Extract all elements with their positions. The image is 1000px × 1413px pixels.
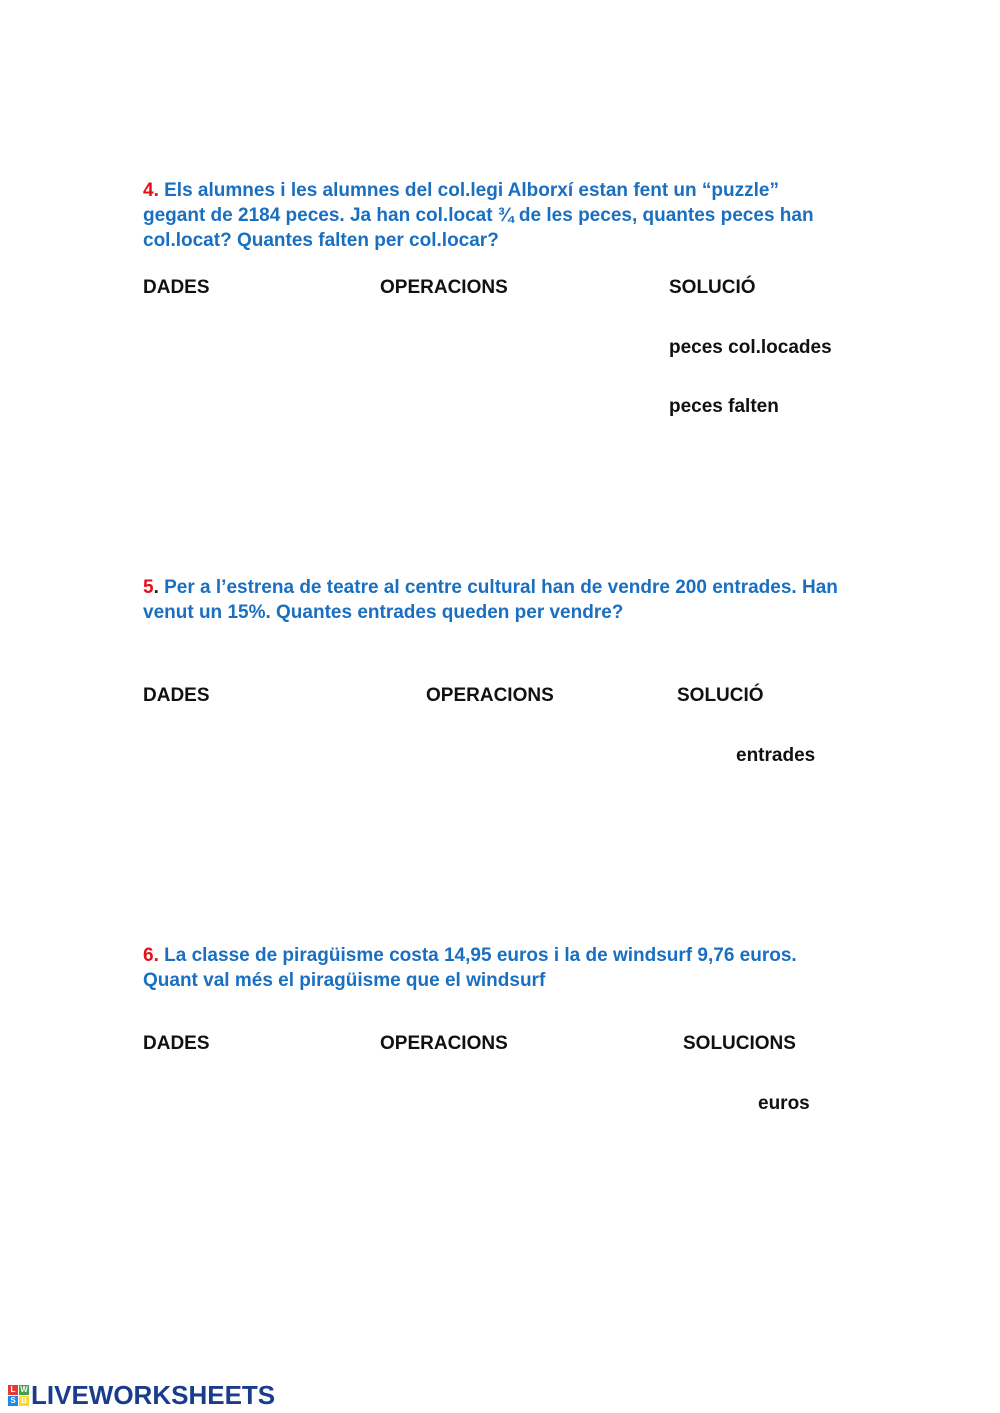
problem-6-header-operacions: OPERACIONS — [380, 1033, 508, 1054]
problem-5-separator: . — [153, 577, 159, 598]
problem-4-answer-2-unit: peces falten — [669, 396, 779, 417]
problem-5-header-operacions: OPERACIONS — [426, 685, 554, 706]
logo-block-b: B — [19, 1396, 29, 1406]
logo-block-l: L — [8, 1385, 18, 1395]
problem-5-header-dades: DADES — [143, 685, 210, 706]
problem-4-answer-1-input[interactable] — [555, 337, 660, 359]
problem-4-answer-1-unit: peces col.locades — [669, 337, 832, 358]
problem-5-statement — [143, 575, 843, 625]
problem-5-text: Per a l’estrena de teatre al centre cultural han de vendre 200 entrades. Han venut un 15%. Quantes entrades queden per vendre? — [143, 577, 838, 623]
problem-6-answer-unit: euros — [758, 1093, 810, 1114]
logo-block-w: W — [20, 1385, 28, 1394]
problem-4-header-solucio: SOLUCIÓ — [669, 277, 756, 298]
problem-4-answer-2-input[interactable] — [555, 396, 660, 418]
brand-name: LIVEWORKSHEETS — [31, 1380, 276, 1410]
problem-6-header-solucio: SOLUCIONS — [683, 1033, 796, 1054]
problem-6-answer-input[interactable] — [640, 1093, 750, 1115]
liveworksheets-logo — [8, 1380, 275, 1411]
problem-5-header-solucio: SOLUCIÓ — [677, 685, 764, 706]
problem-4-statement — [143, 178, 843, 253]
problem-6-number: 6. — [143, 945, 159, 966]
problem-6-statement — [143, 943, 843, 993]
problem-6-text: La classe de piragüisme costa 14,95 euros i la de windsurf 9,76 euros. Quant val més el piragüisme que el windsurf — [143, 945, 797, 991]
problem-5-number: 5 — [143, 577, 154, 598]
problem-6-header-dades: DADES — [143, 1033, 210, 1054]
problem-5-answer-input[interactable] — [620, 745, 730, 767]
logo-block-s: S — [8, 1396, 18, 1406]
problem-4-header-dades: DADES — [143, 277, 210, 298]
problem-4-header-operacions: OPERACIONS — [380, 277, 508, 298]
logo-blocks-icon — [8, 1385, 29, 1406]
problem-4-number: 4. — [143, 180, 159, 201]
problem-4-text: Els alumnes i les alumnes del col.legi Alborxí estan fent un “puzzle” gegant de 2184 peces. Ja han col.locat ¾ de les peces, quantes peces han col.locat? Quantes falten per col.locar? — [143, 180, 814, 251]
problem-5-answer-unit: entrades — [736, 745, 816, 766]
